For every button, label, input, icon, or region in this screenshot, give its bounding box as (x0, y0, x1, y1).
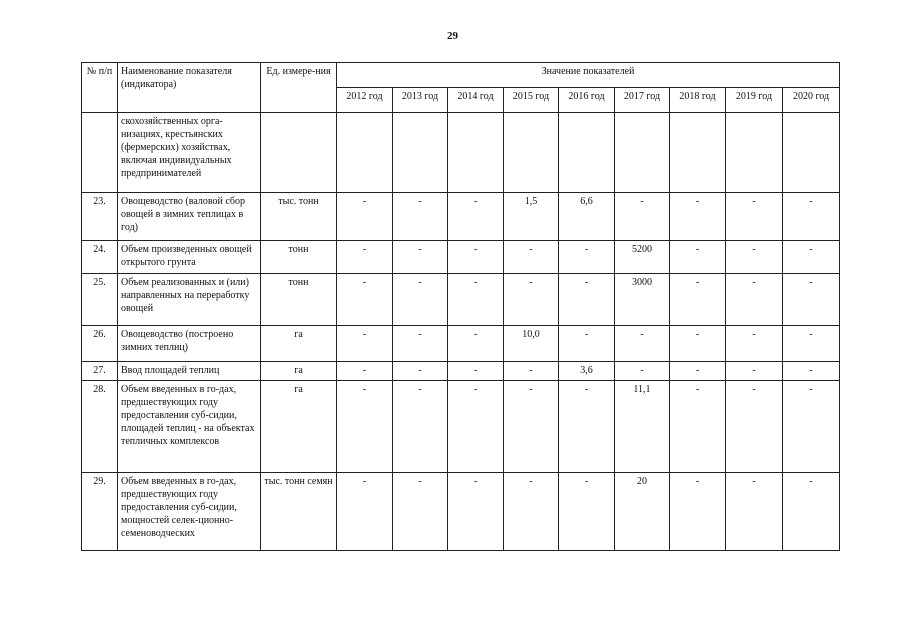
table-row (82, 326, 840, 362)
table-row (82, 381, 840, 473)
indicator-value: - (448, 326, 504, 362)
indicator-value: - (559, 241, 615, 274)
indicator-value: - (726, 381, 783, 473)
header-year: 2017 год (615, 88, 670, 113)
indicator-value: - (393, 381, 448, 473)
indicator-value: - (337, 362, 393, 381)
header-number: № п/п (82, 63, 118, 113)
indicator-value: - (783, 381, 840, 473)
indicator-value: - (504, 274, 559, 326)
unit-of-measure: тыс. тонн семян (261, 473, 337, 551)
indicator-value (504, 113, 559, 193)
indicator-value: - (670, 473, 726, 551)
indicator-value: - (670, 241, 726, 274)
indicator-value: - (726, 362, 783, 381)
row-number: 27. (82, 362, 118, 381)
indicator-name: Овощеводство (построено зимних теплиц) (118, 326, 261, 362)
indicator-value: - (448, 362, 504, 381)
indicator-value: - (337, 473, 393, 551)
indicator-value: - (670, 381, 726, 473)
indicator-value: 3000 (615, 274, 670, 326)
indicator-value (337, 113, 393, 193)
header-indicator-name: Наименование показателя (индикатора) (118, 63, 261, 113)
indicator-value: - (726, 193, 783, 241)
unit-of-measure: га (261, 381, 337, 473)
indicator-value: - (783, 326, 840, 362)
unit-of-measure: тыс. тонн (261, 193, 337, 241)
indicator-value (783, 113, 840, 193)
indicator-value: - (783, 241, 840, 274)
indicator-value: - (559, 274, 615, 326)
header-year: 2018 год (670, 88, 726, 113)
unit-of-measure: тонн (261, 274, 337, 326)
indicator-value: - (337, 381, 393, 473)
table-row (82, 113, 840, 193)
indicator-value: - (559, 473, 615, 551)
header-year: 2014 год (448, 88, 504, 113)
indicator-name: Овощеводство (валовой сбор овощей в зимних теплицах в год) (118, 193, 261, 241)
indicator-value: - (393, 274, 448, 326)
indicator-value: - (726, 473, 783, 551)
indicator-value: - (726, 274, 783, 326)
indicator-value: - (448, 274, 504, 326)
indicator-value: - (670, 274, 726, 326)
indicator-value: - (504, 473, 559, 551)
indicator-value (559, 113, 615, 193)
table-row (82, 473, 840, 551)
indicator-value: - (337, 326, 393, 362)
indicator-value: 3,6 (559, 362, 615, 381)
row-number: 28. (82, 381, 118, 473)
header-year: 2016 год (559, 88, 615, 113)
indicator-value: 5200 (615, 241, 670, 274)
indicator-value: - (783, 193, 840, 241)
indicator-value (393, 113, 448, 193)
indicator-value (615, 113, 670, 193)
indicator-value: - (337, 193, 393, 241)
indicator-value: - (448, 381, 504, 473)
indicator-value: - (393, 326, 448, 362)
header-year: 2015 год (504, 88, 559, 113)
indicator-value: - (615, 193, 670, 241)
indicator-value: 10,0 (504, 326, 559, 362)
indicator-value: - (559, 381, 615, 473)
header-year: 2019 год (726, 88, 783, 113)
indicator-value: - (726, 241, 783, 274)
indicator-value: - (670, 193, 726, 241)
header-year: 2013 год (393, 88, 448, 113)
row-number (82, 113, 118, 193)
indicator-value: - (504, 241, 559, 274)
indicator-value: - (393, 362, 448, 381)
indicator-name: Ввод площадей теплиц (118, 362, 261, 381)
table-row (82, 274, 840, 326)
unit-of-measure: га (261, 362, 337, 381)
row-number: 24. (82, 241, 118, 274)
indicator-name: Объем введенных в го-дах, предшествующих году предоставления суб-сидии, площадей теплиц - на объектах тепличных комплексов (118, 381, 261, 473)
indicator-value: - (448, 241, 504, 274)
row-number: 29. (82, 473, 118, 551)
page-number: 29 (447, 30, 458, 42)
table-row (82, 193, 840, 241)
indicator-value: 6,6 (559, 193, 615, 241)
indicator-value: - (504, 381, 559, 473)
header-unit: Ед. измере-ния (261, 63, 337, 113)
indicator-name: Объем реализованных и (или) направленных на переработку овощей (118, 274, 261, 326)
indicator-value: - (615, 362, 670, 381)
indicator-name: Объем введенных в го-дах, предшествующих году предоставления суб-сидии, мощностей селек-ционно-семеноводческих (118, 473, 261, 551)
indicator-value: - (783, 274, 840, 326)
header-year: 2020 год (783, 88, 840, 113)
row-number: 23. (82, 193, 118, 241)
indicator-value: - (504, 362, 559, 381)
unit-of-measure: га (261, 326, 337, 362)
indicator-value: - (726, 326, 783, 362)
indicator-value: - (393, 193, 448, 241)
indicator-name: скохозяйственных орга-низациях, крестьянских (фермерских) хозяйствах, включая индивидуальных предпринимателей (118, 113, 261, 193)
indicator-value (448, 113, 504, 193)
indicator-value: 11,1 (615, 381, 670, 473)
indicator-value: - (670, 326, 726, 362)
indicator-value: 20 (615, 473, 670, 551)
row-number: 25. (82, 274, 118, 326)
header-year: 2012 год (337, 88, 393, 113)
indicator-value: - (559, 326, 615, 362)
unit-of-measure: тонн (261, 241, 337, 274)
indicator-value: - (337, 241, 393, 274)
table-row (82, 362, 840, 381)
header-indicator-values: Значение показателей (337, 63, 840, 88)
unit-of-measure (261, 113, 337, 193)
indicator-value: - (393, 473, 448, 551)
indicator-value: - (783, 362, 840, 381)
indicator-value (670, 113, 726, 193)
indicator-value: - (615, 326, 670, 362)
indicators-table (81, 62, 840, 551)
row-number: 26. (82, 326, 118, 362)
indicator-name: Объем произведенных овощей открытого грунта (118, 241, 261, 274)
indicator-value: - (448, 473, 504, 551)
indicator-value: - (393, 241, 448, 274)
indicator-value: - (670, 362, 726, 381)
indicator-value: - (783, 473, 840, 551)
table-row (82, 241, 840, 274)
indicator-value (726, 113, 783, 193)
indicator-value: 1,5 (504, 193, 559, 241)
indicator-value: - (448, 193, 504, 241)
indicator-value: - (337, 274, 393, 326)
